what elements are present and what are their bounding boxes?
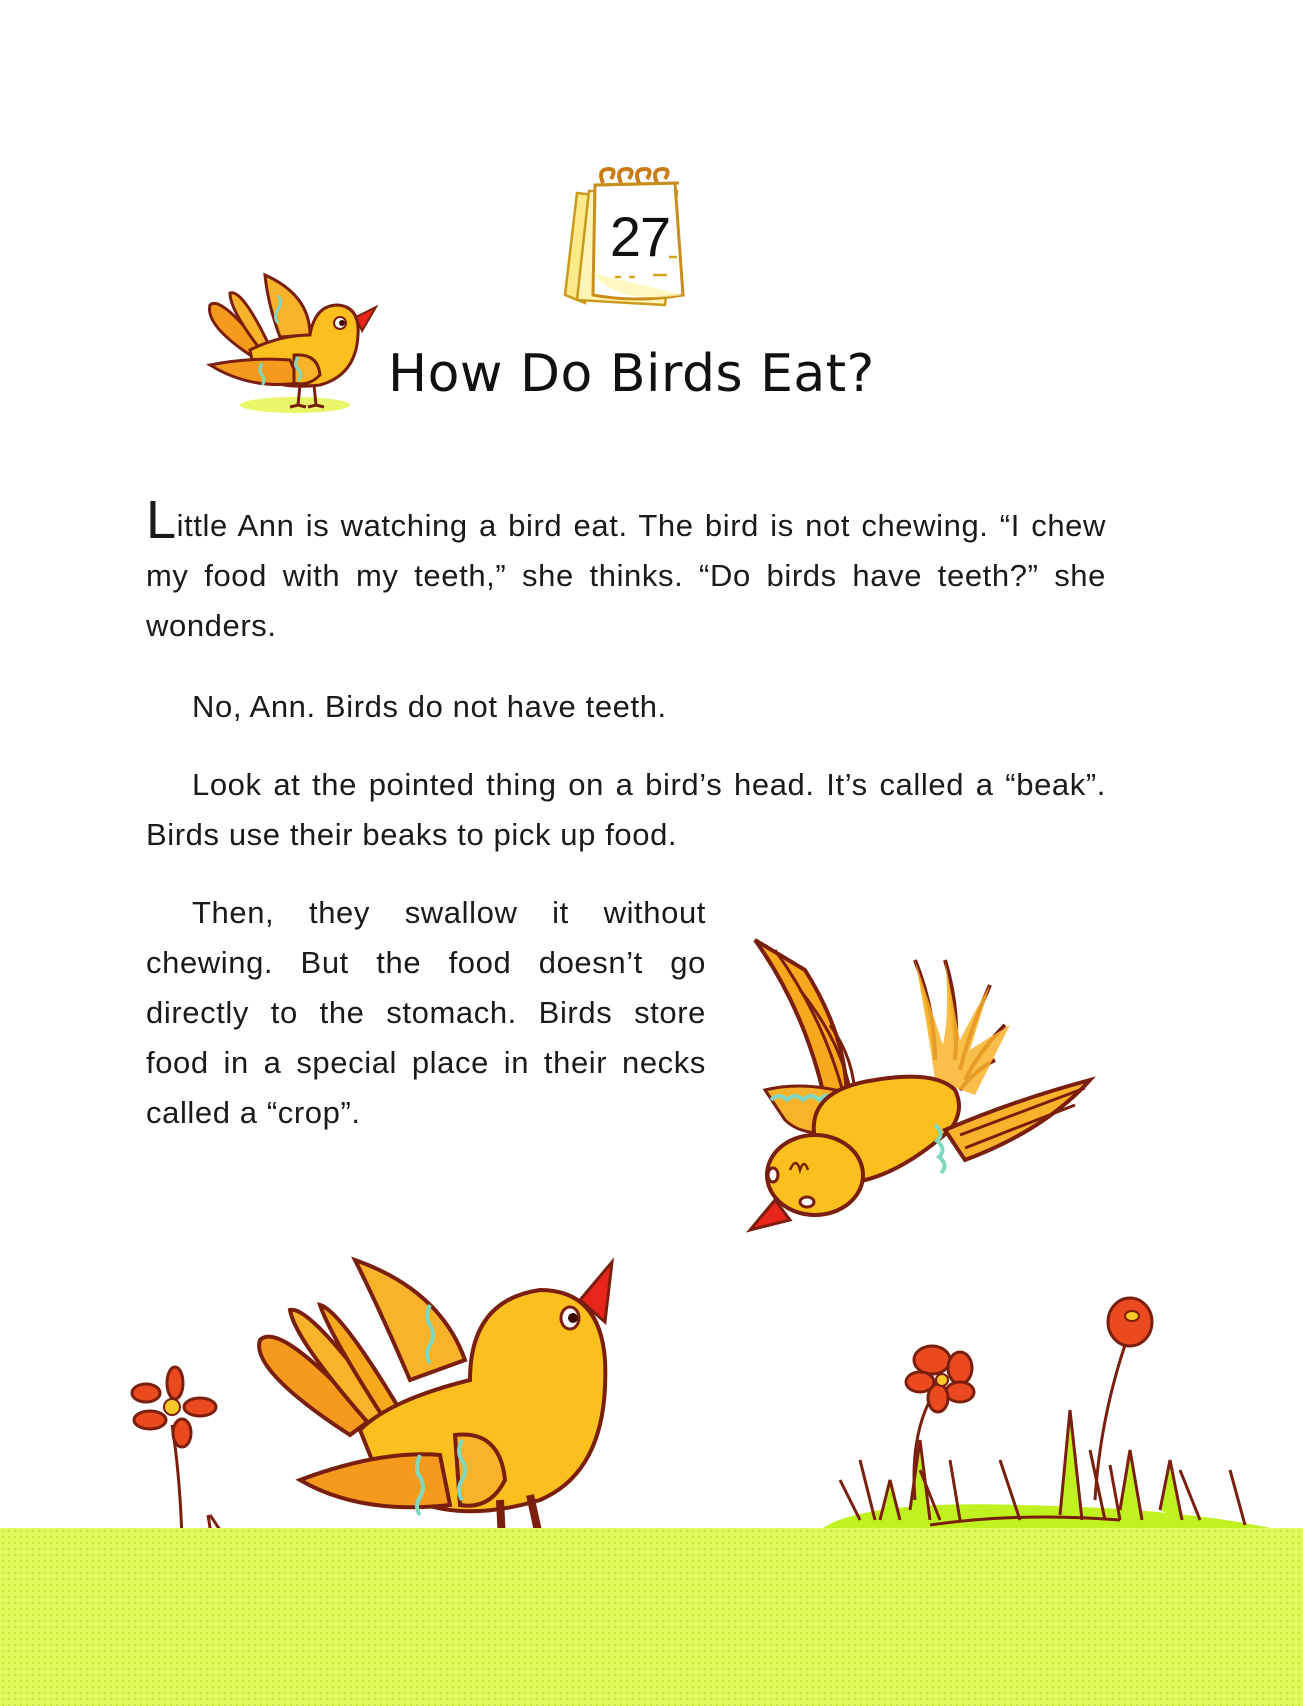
bird-sitting-illustration — [240, 1250, 660, 1540]
bird-flying-illustration — [745, 930, 1115, 1310]
flower-illustration — [120, 1365, 230, 1540]
paragraph-4: Then, they swallow it without chewing. But the food doesn’t go directly to the stomach. Birds store food in a special place in their necks called a “crop”. — [146, 895, 706, 1130]
bird-icon — [190, 265, 380, 435]
grass-flowers-illustration — [820, 1280, 1280, 1540]
drop-cap: L — [146, 490, 177, 550]
paragraph-1-text: ittle Ann is watching a bird eat. The bird is not chewing. “I chew my food with my teeth,” she thinks. “Do birds have teeth?” she wonders. — [146, 508, 1106, 643]
paragraph-1 — [146, 490, 1106, 651]
page-title: How Do Birds Eat? — [388, 344, 875, 404]
ground-band — [0, 1528, 1303, 1706]
paragraph-3: Look at the pointed thing on a bird’s head. It’s called a “beak”. Birds use their beaks to pick up food. — [146, 767, 1106, 852]
paragraph-2: No, Ann. Birds do not have teeth. — [192, 689, 667, 724]
page-number: 27 — [609, 205, 671, 268]
